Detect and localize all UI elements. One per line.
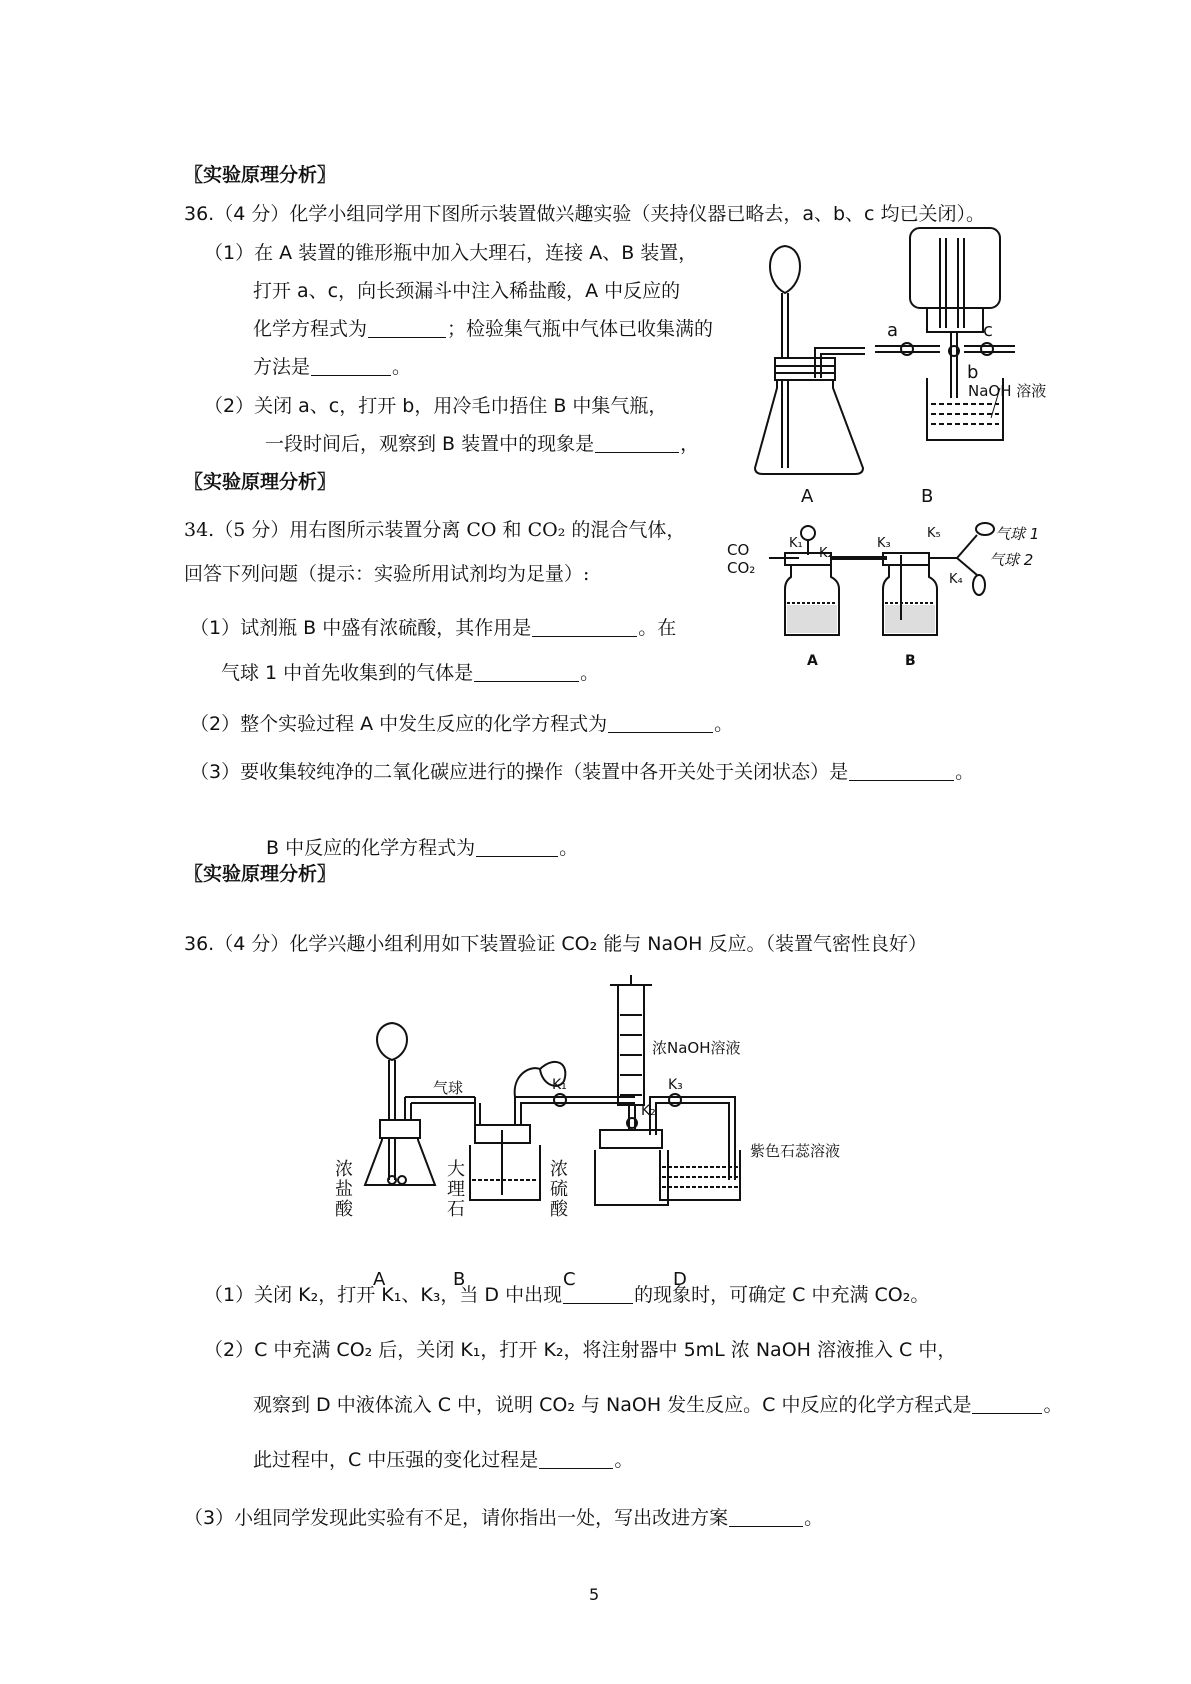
question-text — [266, 836, 578, 860]
question-text — [184, 1506, 823, 1530]
funnel — [801, 526, 815, 540]
text: 。 — [392, 356, 412, 378]
text: （3）小组同学发现此实验有不足，请你指出一处，写出改进方案 — [184, 1507, 729, 1529]
apparatus-figure-3 — [330, 985, 890, 1290]
syringe — [618, 985, 644, 1105]
answer-blank[interactable] — [311, 357, 391, 376]
question-text — [253, 355, 411, 379]
text: 。 — [614, 1449, 634, 1471]
text: 。在 — [638, 617, 677, 639]
question-text: （2）关闭 a、c，打开 b，用冷毛巾捂住 B 中集气瓶， — [204, 395, 668, 417]
litmus-label: 紫色石蕊溶液 — [750, 1142, 841, 1160]
text: （1）关闭 K₂，打开 K₁、K₃，当 D 中出现 — [204, 1284, 563, 1306]
caption-c: C — [563, 1269, 576, 1290]
clamp-k1 — [554, 1094, 566, 1106]
text: 方法是 — [253, 356, 311, 378]
naoh-label: NaOH 溶液 — [968, 382, 1047, 400]
answer-blank[interactable] — [563, 1285, 633, 1304]
question-text: （2）C 中充满 CO₂ 后，关闭 K₁，打开 K₂，将注射器中 5mL 浓 NaOH 溶液推入 C 中， — [204, 1339, 957, 1361]
k2-label: K₂ — [819, 546, 833, 561]
k3-label: K₃ — [668, 1077, 683, 1093]
text: 此过程中，C 中压强的变化过程是 — [253, 1449, 539, 1471]
section-heading: 〖实验原理分析〗 — [184, 863, 337, 885]
stopper — [927, 308, 983, 332]
k3-label: K₃ — [877, 536, 891, 551]
answer-blank[interactable] — [608, 714, 713, 733]
clamp-c — [981, 343, 993, 355]
text: （1）试剂瓶 B 中盛有浓硫酸，其作用是 — [190, 617, 532, 639]
question-title: 34.（5 分）用右图所示装置分离 CO 和 CO₂ 的混合气体， — [184, 519, 686, 541]
clamp-k3 — [669, 1094, 681, 1106]
question-text — [221, 661, 599, 685]
answer-blank[interactable] — [972, 1395, 1042, 1414]
balloon-2-label: 气球 2 — [989, 551, 1034, 569]
question-text — [265, 432, 699, 456]
question-text — [253, 317, 713, 341]
question-title: 36.（4 分）化学兴趣小组利用如下装置验证 CO₂ 能与 NaOH 反应。（装置气密性良好） — [184, 933, 927, 955]
text: 一段时间后，观察到 B 装置中的现象是 — [265, 433, 595, 455]
section-heading: 〖实验原理分析〗 — [184, 471, 337, 493]
text: 气球 1 中首先收集到的气体是 — [221, 662, 474, 684]
label-b: b — [967, 362, 979, 383]
bottle-c — [595, 1150, 668, 1205]
question-text: 回答下列问题（提示：实验所用试剂均为足量）: — [184, 563, 590, 585]
question-text — [253, 1393, 1062, 1417]
k1-label: K₁ — [552, 1077, 567, 1093]
apparatus-figure-1 — [755, 228, 1047, 508]
text: B 中反应的化学方程式为 — [266, 837, 476, 859]
caption-b: B — [453, 1269, 466, 1290]
text: 。 — [804, 1507, 824, 1529]
caption-b: B — [921, 486, 934, 507]
text: 。 — [955, 761, 975, 783]
h2so4-label: 浓硫酸 — [550, 1159, 568, 1220]
k5-label: K₅ — [927, 526, 941, 541]
k1-label: K₁ — [789, 536, 803, 551]
gas-jar — [910, 228, 1000, 308]
question-text — [190, 760, 974, 784]
marble-label: 大理石 — [447, 1159, 465, 1220]
question-text — [190, 616, 676, 640]
funnel-bulb — [770, 246, 800, 293]
caption-a: A — [807, 653, 818, 669]
text: ；检验集气瓶中气体已收集满的 — [447, 318, 714, 340]
answer-blank[interactable] — [595, 434, 679, 453]
answer-blank[interactable] — [474, 663, 579, 682]
gas-co2-label: CO₂ — [727, 559, 756, 577]
caption-b: B — [905, 653, 916, 669]
answer-blank[interactable] — [532, 618, 637, 637]
answer-blank[interactable] — [729, 1508, 803, 1527]
text: （3）要收集较纯净的二氧化碳应进行的操作（装置中各开关处于关闭状态）是 — [190, 761, 849, 783]
answer-blank[interactable] — [849, 762, 954, 781]
balloon-1-label: 气球 1 — [995, 525, 1040, 543]
page-number: 5 — [589, 1585, 600, 1604]
question-text — [190, 712, 733, 736]
label-a: a — [887, 320, 899, 341]
caption-a: A — [801, 486, 814, 507]
answer-blank[interactable] — [539, 1450, 613, 1469]
k2-label: K₂ — [641, 1103, 656, 1119]
section-heading: 〖实验原理分析〗 — [184, 164, 337, 186]
caption-a: A — [373, 1269, 386, 1290]
text: 化学方程式为 — [253, 318, 368, 340]
text: 。 — [580, 662, 600, 684]
bottle-b — [470, 1145, 540, 1200]
balloon-label: 气球 — [433, 1079, 464, 1097]
hcl-label: 浓盐酸 — [335, 1159, 353, 1220]
clamp-a — [901, 343, 913, 355]
text: 。 — [714, 713, 734, 735]
question-text — [204, 1283, 929, 1307]
text: 。 — [1043, 1394, 1063, 1416]
gas-co-label: CO — [727, 541, 750, 559]
balloon-2 — [973, 575, 985, 595]
balloon-1 — [976, 523, 994, 535]
question-text: 打开 a、c，向长颈漏斗中注入稀盐酸，A 中反应的 — [253, 280, 681, 302]
label-c: c — [983, 320, 993, 341]
stopper-c — [600, 1130, 662, 1148]
answer-blank[interactable] — [476, 838, 558, 857]
text: 的现象时，可确定 C 中充满 CO₂。 — [634, 1284, 930, 1306]
answer-blank[interactable] — [368, 319, 446, 338]
question-title: 36.（4 分）化学小组同学用下图所示装置做兴趣实验（夹持仪器已略去，a、b、c 均已关闭）。 — [184, 203, 986, 225]
text: 。 — [559, 837, 579, 859]
caption-d: D — [673, 1269, 687, 1290]
k4-label: K₄ — [949, 572, 963, 587]
text: ， — [680, 433, 700, 455]
funnel-bulb — [377, 1023, 407, 1060]
text: （2）整个实验过程 A 中发生反应的化学方程式为 — [190, 713, 608, 735]
apparatus-figure-2 — [727, 525, 1040, 675]
naoh-label: 浓NaOH溶液 — [652, 1039, 741, 1057]
question-text — [253, 1448, 633, 1472]
question-text: （1）在 A 装置的锥形瓶中加入大理石，连接 A、B 装置， — [204, 242, 698, 264]
text: 观察到 D 中液体流入 C 中，说明 CO₂ 与 NaOH 发生反应。C 中反应的化学方程式是 — [253, 1394, 972, 1416]
